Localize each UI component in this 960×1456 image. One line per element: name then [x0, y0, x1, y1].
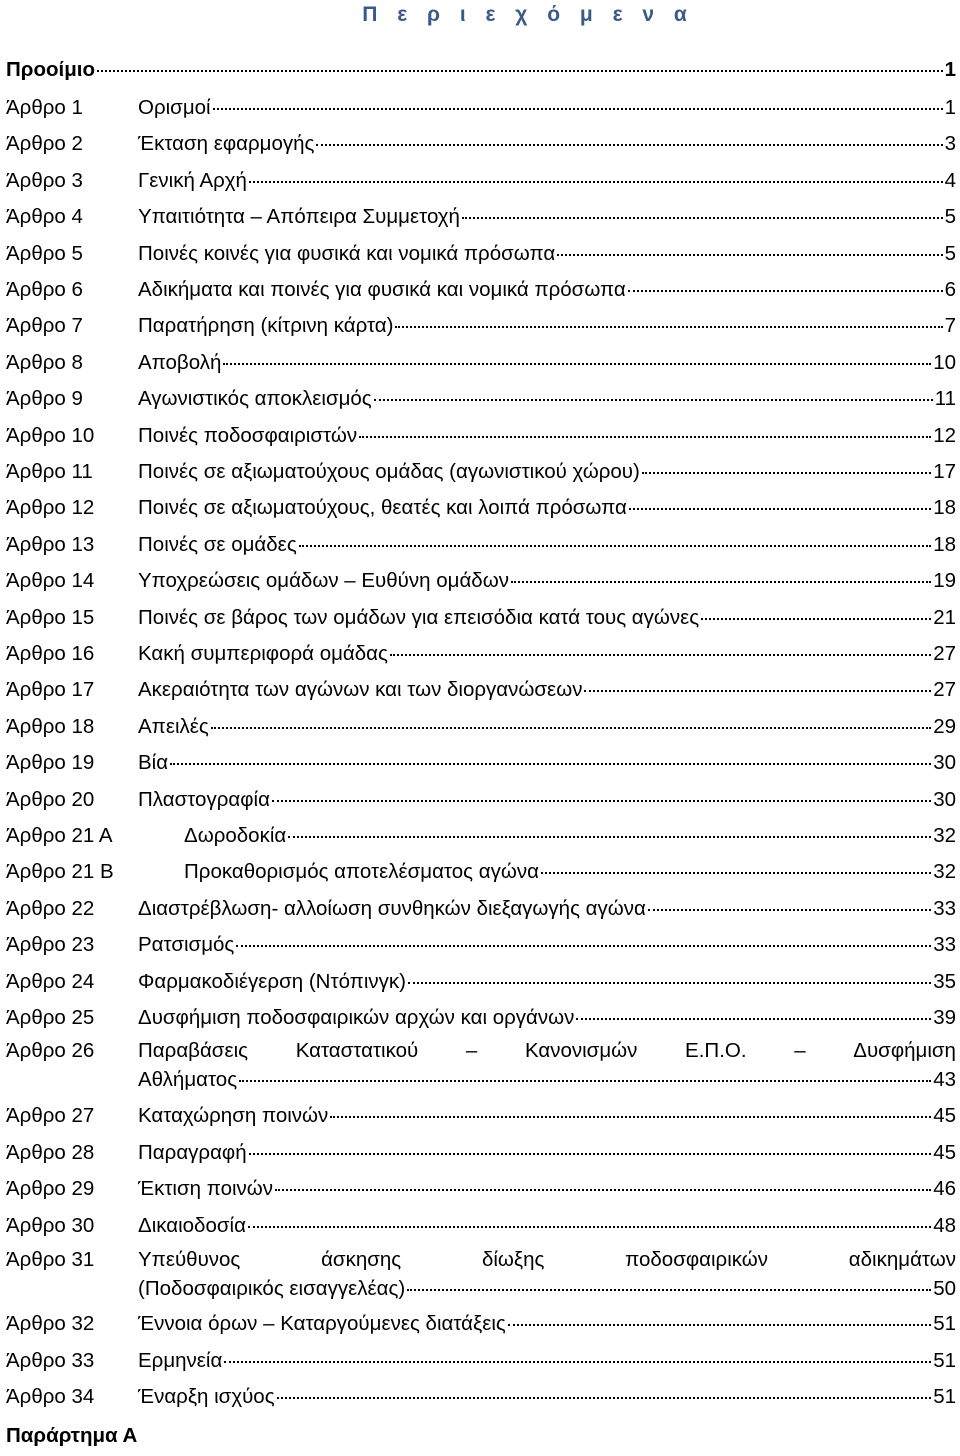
toc-page-number: 27: [933, 642, 956, 665]
dot-leader: [248, 1226, 931, 1228]
toc-entry-text: Ακεραιότητα των αγώνων και των διοργανώσεων: [138, 678, 583, 702]
toc-entry-text: Ερμηνεία: [138, 1348, 223, 1372]
toc-heading: Π ε ρ ι ε χ ό μ ε ν α: [362, 3, 694, 26]
dot-leader: [288, 836, 931, 838]
toc-entry[interactable]: [6, 454, 956, 490]
toc-page-number: 30: [933, 787, 956, 811]
toc-page-number: 3: [944, 132, 956, 156]
toc-entry-text-line2: [138, 1065, 956, 1094]
dot-leader: [330, 1116, 931, 1118]
dot-leader: [97, 70, 943, 72]
toc-entry-text: (Ποδοσφαιρικός εισαγγελέας): [138, 1277, 406, 1300]
dot-leader: [299, 545, 931, 547]
toc-page-number: 5: [944, 205, 956, 229]
dot-leader: [629, 508, 931, 510]
toc-page-number: 39: [933, 1006, 956, 1029]
toc-entry[interactable]: [6, 126, 956, 162]
toc-entry-label: Άρθρο 30: [6, 1213, 95, 1237]
toc-page-number: 33: [933, 933, 956, 957]
toc-page-number: 17: [933, 460, 956, 483]
dot-leader: [316, 144, 942, 146]
toc-page-number: 50: [933, 1277, 956, 1300]
toc-entry[interactable]: [6, 1135, 956, 1171]
toc-entry-text: Φαρμακοδιέγερση (Ντόπινγκ): [138, 969, 406, 993]
toc-entry-label: Άρθρο 32: [6, 1312, 95, 1335]
toc-entry-text: Ποινές σε βάρος των ομάδων για επεισόδια κατά τους αγώνες: [138, 605, 700, 629]
toc-entry-label: Άρθρο 28: [6, 1140, 95, 1164]
toc-entry-text: Αδικήματα και ποινές για φυσικά και νομικά πρόσωπα: [138, 278, 626, 301]
toc-page-number: 18: [933, 532, 956, 556]
toc-entry[interactable]: [6, 199, 956, 235]
toc-entry-text: Υπαιτιότητα – Απόπειρα Συμμετοχή: [138, 205, 460, 229]
toc-entry-text: Ποινές σε ομάδες: [138, 532, 297, 556]
dot-leader: [224, 1361, 931, 1363]
toc-entry[interactable]: [6, 381, 956, 417]
toc-entry-label: Άρθρο 25: [6, 1006, 95, 1029]
toc-entry-text: Έκτιση ποινών: [138, 1177, 274, 1200]
toc-entry-text: Ποινές κοινές για φυσικά και νομικά πρόσωπα: [138, 241, 556, 265]
toc-entry-text: Παρατήρηση (κίτρινη κάρτα): [138, 314, 394, 338]
toc-entry-word: δίωξης: [481, 1248, 545, 1271]
toc-entry-label: Άρθρο 13: [6, 532, 95, 556]
toc-entry-label: Άρθρο 14: [6, 569, 95, 593]
toc-entry-text-line1: [138, 1245, 956, 1274]
toc-entry-label: Άρθρο 1: [6, 96, 83, 119]
toc-entry-text-line1: [138, 1036, 956, 1065]
toc-entry-label: Άρθρο 31: [6, 1248, 95, 1271]
dot-leader: [407, 1289, 931, 1291]
toc-entry-label: Άρθρο 22: [6, 896, 95, 920]
toc-entry-prooimio[interactable]: [6, 52, 956, 88]
toc-entry[interactable]: [6, 527, 956, 563]
toc-entry[interactable]: [6, 490, 956, 526]
toc-entry[interactable]: [6, 1098, 956, 1134]
toc-entry-label: Άρθρο 6: [6, 278, 83, 301]
dot-leader: [249, 181, 943, 183]
toc-entry[interactable]: [6, 709, 956, 745]
toc-entry[interactable]: [6, 672, 956, 708]
toc-entry[interactable]: [6, 745, 956, 781]
toc-page-number: 1: [944, 96, 956, 119]
toc-page-number: 11: [934, 387, 956, 411]
toc-entry-text: Κακή συμπεριφορά ομάδας: [138, 642, 388, 665]
toc-entry-label: Άρθρο 11: [6, 460, 93, 483]
toc-entry[interactable]: [6, 927, 956, 963]
toc-entry-label: Άρθρο 21 Β: [6, 860, 114, 884]
toc-entry-text: Ποινές ποδοσφαιριστών: [138, 423, 358, 447]
dot-leader: [213, 108, 943, 110]
toc-entry-text: Γενική Αρχή: [138, 168, 247, 192]
toc-entry-text: Δωροδοκία: [184, 824, 287, 847]
toc-entry-label: Άρθρο 20: [6, 787, 95, 811]
toc-entry-label: Άρθρο 21 Α: [6, 824, 113, 847]
dot-leader: [508, 1324, 931, 1326]
toc-entry-text: Ποινές σε αξιωματούχους, θεατές και λοιπά πρόσωπα: [138, 496, 627, 520]
toc-page-number: 4: [944, 168, 956, 192]
toc-entry-label: Άρθρο 27: [6, 1104, 95, 1127]
dot-leader: [239, 1080, 931, 1082]
toc-entry-label: Άρθρο 9: [6, 387, 83, 411]
toc-entry-text: Προοίμιο: [6, 58, 95, 81]
toc-entry-label: Άρθρο 23: [6, 933, 95, 957]
dot-leader: [236, 945, 931, 947]
toc-entry-label: Άρθρο 19: [6, 751, 95, 775]
toc-entry-word: Υπεύθυνος: [138, 1248, 241, 1271]
toc-entry-label: Άρθρο 4: [6, 205, 83, 229]
toc-entry-word: άσκησης: [321, 1248, 402, 1271]
toc-entry-word: ποδοσφαιρικών: [625, 1248, 769, 1271]
toc-entry[interactable]: [6, 1379, 956, 1415]
toc-page-number: 1: [944, 58, 956, 81]
toc-page-number: 51: [933, 1348, 956, 1372]
toc-entry-label: Άρθρο 2: [6, 132, 83, 156]
dot-leader: [511, 581, 931, 583]
toc-entry-text: Έννοια όρων – Καταργούμενες διατάξεις: [138, 1312, 506, 1335]
toc-page-number: 45: [933, 1140, 956, 1164]
toc-page-number: 51: [933, 1385, 956, 1408]
appendix-heading[interactable]: Παράρτημα Α: [6, 1424, 138, 1447]
toc-page-number: 33: [933, 896, 956, 920]
dot-leader: [576, 1018, 931, 1020]
toc-entry[interactable]: [6, 345, 956, 381]
toc-entry-text-line2: [138, 1274, 956, 1303]
dot-leader: [408, 982, 931, 984]
toc-page-number: 10: [933, 350, 956, 374]
dot-leader: [272, 800, 931, 802]
toc-entry-label: Άρθρο 33: [6, 1348, 95, 1372]
dot-leader: [170, 763, 931, 765]
toc-entry-text: Ποινές σε αξιωματούχους ομάδας (αγωνιστικού χώρου): [138, 460, 640, 483]
toc-page-number: 19: [933, 569, 956, 593]
toc-entry-label: Άρθρο 24: [6, 969, 95, 993]
dot-leader: [395, 326, 942, 328]
toc-page-number: 48: [933, 1213, 956, 1237]
dot-leader: [390, 654, 931, 656]
toc-entry-text: Έκταση εφαρμογής: [138, 132, 315, 156]
toc-page-number: 21: [933, 605, 956, 629]
toc-page-number: 5: [944, 241, 956, 265]
toc-entry-text: Βία: [138, 751, 169, 775]
toc-entry-label: Άρθρο 16: [6, 642, 95, 665]
toc-entry[interactable]: [6, 1343, 956, 1379]
toc-entry[interactable]: [6, 1306, 956, 1342]
toc-page-number: 45: [933, 1104, 956, 1127]
toc-entry[interactable]: [6, 782, 956, 818]
dot-leader: [648, 909, 931, 911]
toc-entry-label: Άρθρο 34: [6, 1385, 95, 1408]
toc-entry-word: –: [794, 1039, 806, 1062]
toc-entry-text: Ορισμοί: [138, 96, 211, 119]
toc-page-number: 6: [944, 278, 956, 301]
toc-entry-text: Ρατσισμός: [138, 933, 235, 957]
toc-entry-text: Καταχώρηση ποινών: [138, 1104, 329, 1127]
toc-entry-label: Άρθρο 26: [6, 1039, 95, 1062]
toc-entry-label: Άρθρο 8: [6, 350, 83, 374]
toc-entry-label: Άρθρο 15: [6, 605, 95, 629]
dot-leader: [223, 363, 931, 365]
dot-leader: [359, 436, 931, 438]
toc-entry-word: Παραβάσεις: [138, 1039, 249, 1062]
toc-page-number: 32: [933, 824, 956, 847]
toc-entry-text: Πλαστογραφία: [138, 787, 270, 811]
toc-page-number: 35: [933, 969, 956, 993]
dot-leader: [249, 1153, 932, 1155]
dot-leader: [541, 872, 931, 874]
toc-entry-word: Ε.Π.Ο.: [685, 1039, 747, 1062]
dot-leader: [642, 472, 931, 474]
toc-entry-label: Άρθρο 5: [6, 241, 83, 265]
toc-entry-word: Κανονισμών: [524, 1039, 638, 1062]
toc-entry-word: Καταστατικού: [295, 1039, 419, 1062]
dot-leader: [275, 1189, 931, 1191]
toc-entry-text: Δυσφήμιση ποδοσφαιρικών αρχών και οργάνων: [138, 1006, 575, 1029]
toc-entry[interactable]: [6, 163, 956, 199]
dot-leader: [211, 727, 931, 729]
dot-leader: [277, 1397, 932, 1399]
toc-page-number: 43: [933, 1068, 956, 1091]
toc-page-number: 12: [933, 423, 956, 447]
toc-page-number: 29: [933, 714, 956, 738]
toc-entry[interactable]: [6, 272, 956, 308]
toc-page-number: 51: [933, 1312, 956, 1335]
toc-entry-label: Άρθρο 18: [6, 714, 95, 738]
toc-entry-label: Άρθρο 29: [6, 1177, 95, 1200]
toc-entry-text: Προκαθορισμός αποτελέσματος αγώνα: [184, 860, 539, 884]
toc-entry[interactable]: [6, 236, 956, 272]
dot-leader: [584, 690, 931, 692]
toc-entry-label: Άρθρο 7: [6, 314, 83, 338]
toc-entry-text: Έναρξη ισχύος: [138, 1385, 275, 1408]
toc-entry-text: Δικαιοδοσία: [138, 1213, 246, 1237]
toc-page-number: 7: [944, 314, 956, 338]
dot-leader: [628, 290, 943, 292]
toc-entry-text: Υποχρεώσεις ομάδων – Ευθύνη ομάδων: [138, 569, 509, 593]
dot-leader: [374, 399, 933, 401]
toc-entry-text: Αποβολή: [138, 350, 222, 374]
toc-entry-label: Άρθρο 10: [6, 423, 95, 447]
toc-entry-label: Άρθρο 3: [6, 168, 83, 192]
toc-entry[interactable]: [6, 1000, 956, 1036]
toc-entry-text: Διαστρέβλωση- αλλοίωση συνθηκών διεξαγωγής αγώνα: [138, 896, 646, 920]
toc-page-number: 18: [933, 496, 956, 520]
toc-entry[interactable]: [6, 1208, 956, 1244]
toc-entry-text: Παραγραφή: [138, 1140, 247, 1164]
toc-entry[interactable]: [6, 600, 956, 636]
toc-page-number: 27: [933, 678, 956, 702]
toc-entry-label: Άρθρο 12: [6, 496, 95, 520]
toc-entry-word: Δυσφήμιση: [853, 1039, 956, 1062]
toc-entry[interactable]: [6, 964, 956, 1000]
toc-page-number: 32: [933, 860, 956, 884]
dot-leader: [557, 254, 942, 256]
toc-entry[interactable]: [6, 818, 956, 854]
toc-entry-word: αδικημάτων: [848, 1248, 956, 1271]
toc-entry[interactable]: [6, 563, 956, 599]
toc-page-number: 30: [933, 751, 956, 775]
toc-entry-word: –: [465, 1039, 478, 1062]
dot-leader: [462, 217, 943, 219]
toc-entry-label: Άρθρο 17: [6, 678, 95, 702]
toc-page-number: 46: [933, 1177, 956, 1200]
toc-entry-text: Απειλές: [138, 714, 209, 738]
toc-entry[interactable]: [6, 90, 956, 126]
dot-leader: [701, 618, 931, 620]
toc-entry[interactable]: [6, 1171, 956, 1207]
toc-entry[interactable]: [6, 891, 956, 927]
toc-entry[interactable]: [6, 418, 956, 454]
toc-entry-text: Αγωνιστικός αποκλεισμός: [138, 387, 372, 411]
toc-entry[interactable]: [6, 308, 956, 344]
toc-entry[interactable]: [6, 854, 956, 890]
toc-entry[interactable]: [6, 636, 956, 672]
toc-entry-text: Αθλήματος: [138, 1068, 238, 1091]
